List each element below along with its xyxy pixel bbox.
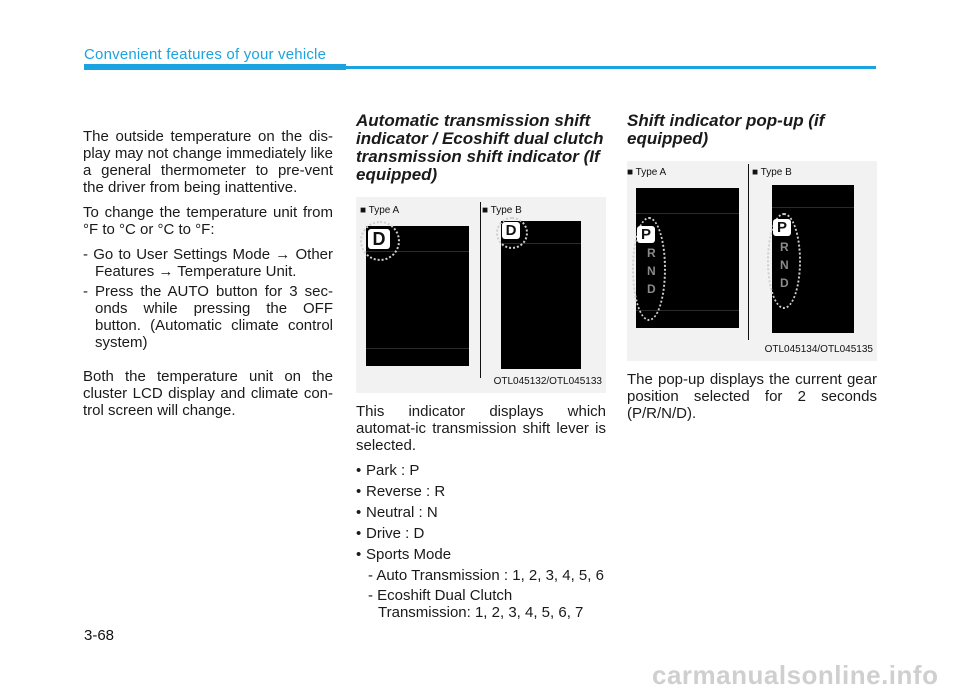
section-rule-accent bbox=[84, 64, 346, 70]
column-shift-popup bbox=[627, 112, 877, 430]
gear-p-b: P bbox=[773, 219, 791, 236]
gear-d-b: D bbox=[780, 276, 789, 290]
list-item: • Park : P bbox=[356, 462, 606, 479]
figure-divider bbox=[480, 202, 481, 378]
paragraph-both-change: Both the temperature unit on the cluster LCD display and climate con-trol screen will change. bbox=[83, 368, 333, 419]
gear-d-a: D bbox=[647, 282, 656, 296]
label-type-b: ■ Type B bbox=[752, 167, 792, 178]
gear-n-b: N bbox=[780, 258, 789, 272]
label-type-a: ■ Type A bbox=[627, 167, 667, 178]
figure-divider bbox=[748, 164, 749, 340]
gear-badge-b: D bbox=[502, 222, 520, 239]
page-number: 3-68 bbox=[84, 627, 115, 644]
list-item: • Sports Mode bbox=[356, 546, 606, 563]
figure-code: OTL045132/OTL045133 bbox=[493, 376, 602, 387]
gear-r-b: R bbox=[780, 240, 789, 254]
heading-shift-indicator: Automatic transmission shift indicator / Ecoshift dual clutch transmission shift indicator (If equipped) bbox=[356, 111, 604, 184]
paragraph-popup: The pop-up displays the current gear position selected for 2 seconds (P/R/N/D). bbox=[627, 371, 877, 422]
gear-list bbox=[356, 462, 606, 563]
gear-n-a: N bbox=[647, 264, 656, 278]
section-rule bbox=[84, 66, 876, 69]
step-user-settings: - Go to User Settings Mode → Other Features → Temperature Unit. bbox=[83, 246, 333, 280]
list-item: • Drive : D bbox=[356, 525, 606, 542]
figure-shift-popup bbox=[627, 161, 877, 361]
figure-code: OTL045134/OTL045135 bbox=[764, 344, 873, 355]
paragraph-indicator-intro: This indicator displays which automat-ic transmission shift lever is selected. bbox=[356, 403, 606, 454]
gear-r-a: R bbox=[647, 246, 656, 260]
column-temperature bbox=[83, 128, 333, 427]
paragraph-temperature-note: The outside temperature on the dis-play may not change immediately like a general thermometer to pre-vent the driver from being inattentive. bbox=[83, 128, 333, 196]
figure-shift-indicator bbox=[356, 197, 606, 393]
label-type-a: ■ Type A bbox=[360, 205, 400, 216]
label-type-b: ■ Type B bbox=[482, 205, 522, 216]
list-item: • Neutral : N bbox=[356, 504, 606, 521]
sub-item-ecoshift: - Ecoshift Dual Clutch Transmission: 1, 2, 3, 4, 5, 6, 7 bbox=[368, 587, 584, 621]
sub-item-auto-transmission: - Auto Transmission : 1, 2, 3, 4, 5, 6 bbox=[368, 567, 604, 584]
paragraph-unit-change: To change the temperature unit from °F to °C or °C to °F: bbox=[83, 204, 333, 238]
gear-badge-a: D bbox=[368, 229, 390, 249]
column-shift-indicator bbox=[356, 112, 606, 624]
gear-p-a: P bbox=[637, 226, 655, 243]
watermark: carmanualsonline.info bbox=[652, 660, 939, 690]
list-item: • Reverse : R bbox=[356, 483, 606, 500]
section-title: Convenient features of your vehicle bbox=[84, 46, 327, 63]
step-auto-button: - Press the AUTO button for 3 sec-onds while pressing the OFF button. (Automatic climate control system) bbox=[83, 283, 333, 351]
heading-shift-popup: Shift indicator pop-up (if equipped) bbox=[627, 111, 825, 148]
